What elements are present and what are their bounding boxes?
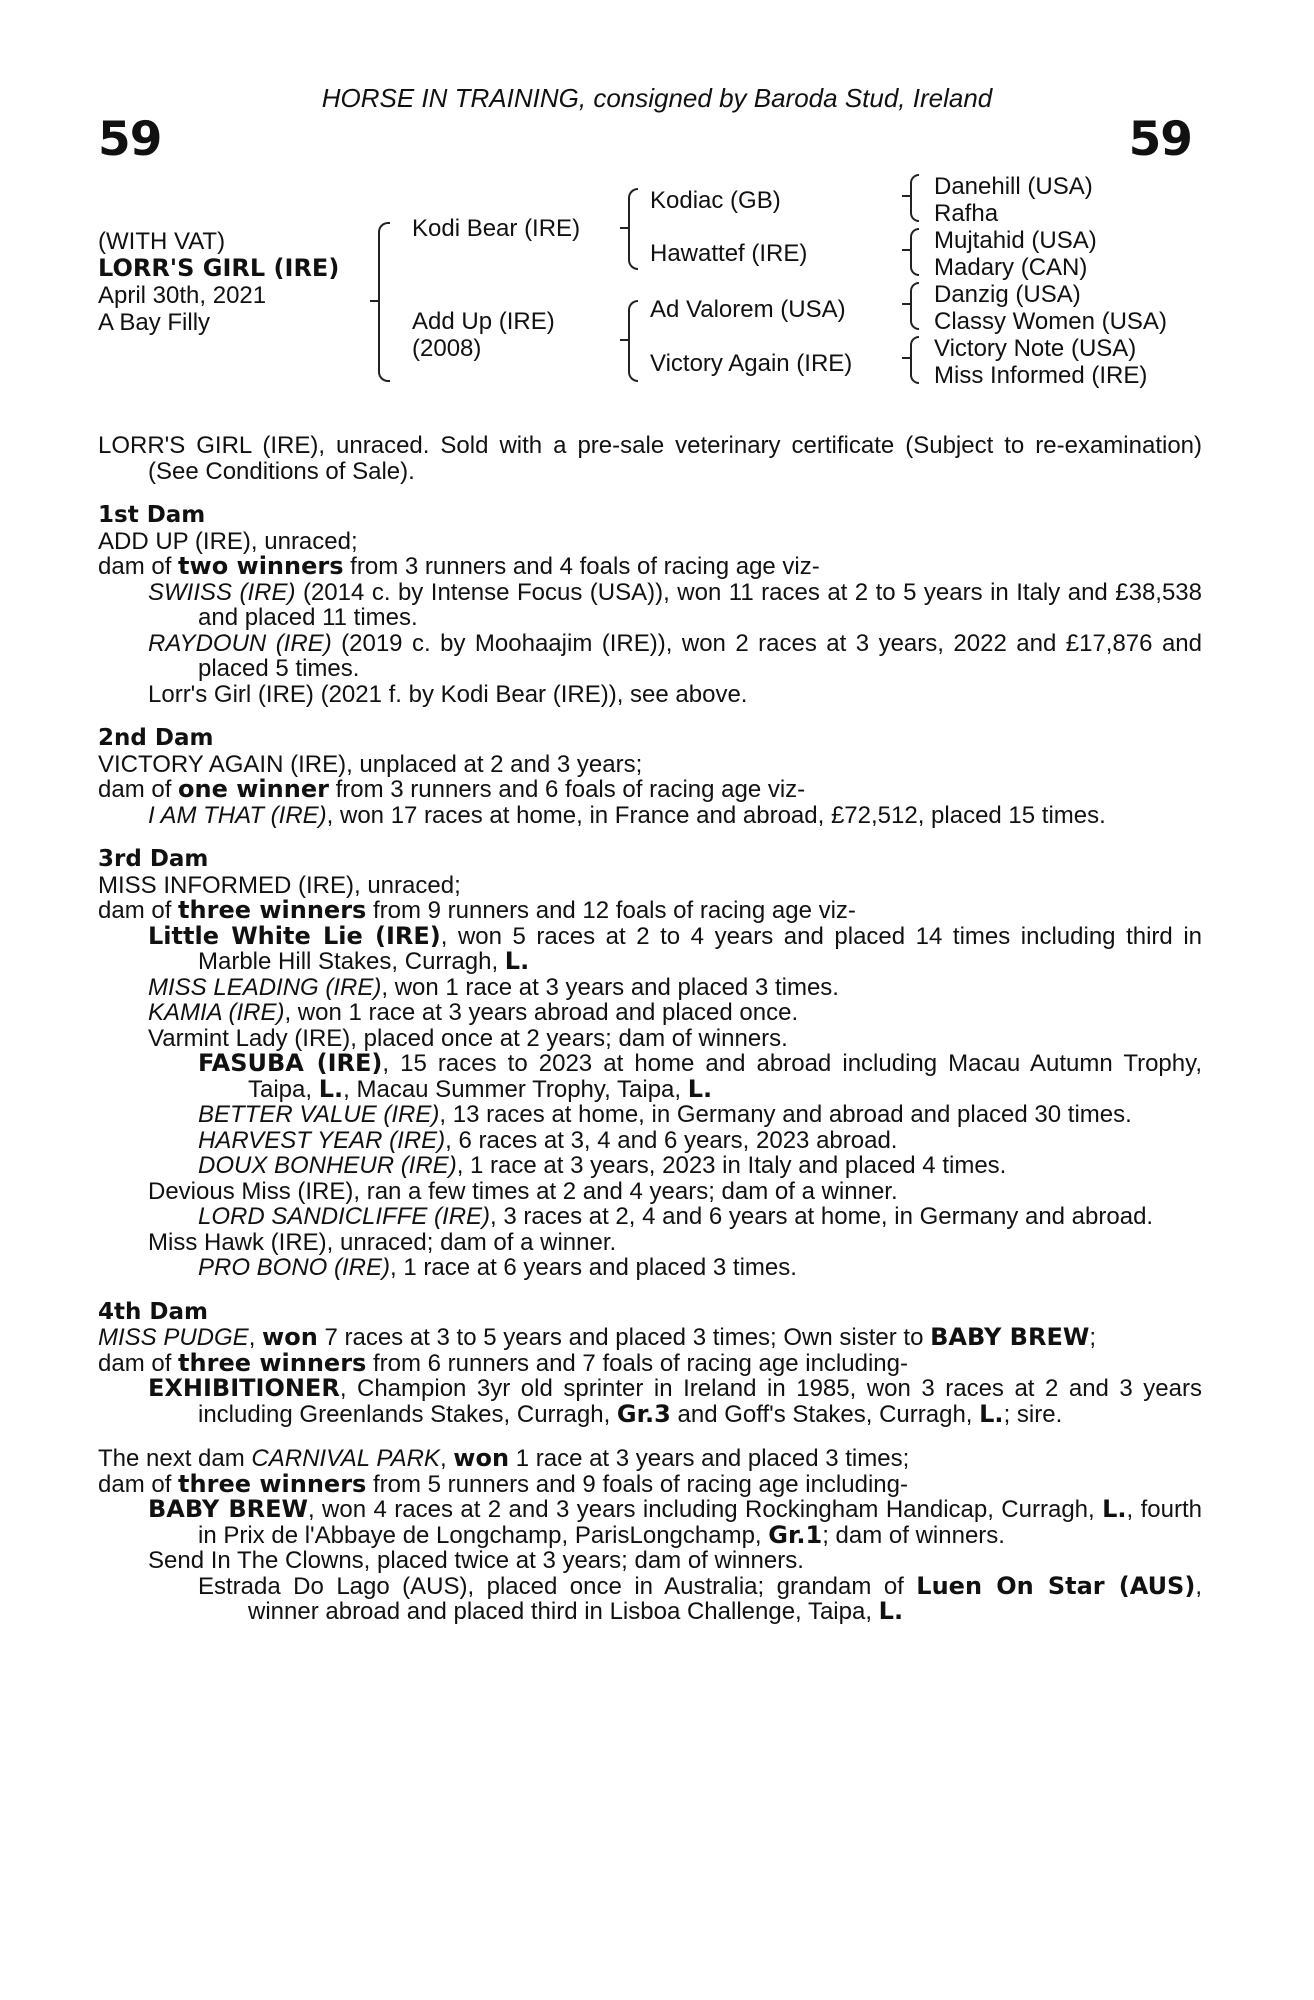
granddam-3: Classy Women (USA) — [934, 308, 1167, 335]
intro-text: LORR'S GIRL (IRE), unraced. Sold with a pre-sale veterinary certificate (Subject to re-examination) (See Conditions of Sale). — [98, 432, 1202, 485]
dam-dam: Victory Again (IRE) — [650, 350, 853, 377]
produce-entry: Miss Hawk (IRE), unraced; dam of a winner. — [148, 1228, 617, 1256]
grandproduce-entry: PRO BONO (IRE), 1 race at 6 years and placed 3 times. — [198, 1254, 797, 1281]
first-dam-heading: 1st Dam — [98, 502, 206, 528]
dam-year: (2008) — [412, 335, 482, 362]
g3-brace-4 — [910, 336, 919, 384]
next-dam-produce-summary: dam of three winners from 5 runners and 9 foals of racing age including- — [98, 1469, 908, 1498]
pedigree-brace-notch — [370, 300, 379, 302]
grandproduce-entry: FASUBA (IRE), 15 races to 2023 at home and abroad including Macau Autumn Trophy, Taipa, L., Macau Summer Trophy, Taipa, L. — [198, 1049, 1203, 1103]
produce-entry: SWIISS (IRE) (2014 c. by Intense Focus (USA)), won 11 races at 2 to 5 years in Italy and £38,538 and placed 11 times. — [148, 578, 1203, 631]
granddam-2: Madary (CAN) — [934, 254, 1088, 281]
first-dam-name-line: ADD UP (IRE), unraced; — [98, 527, 358, 555]
sire-dam: Hawattef (IRE) — [650, 240, 808, 267]
pedigree-brace — [378, 222, 390, 382]
produce-entry: Send In The Clowns, placed twice at 3 years; dam of winners. — [148, 1547, 804, 1574]
grandproduce-entry: Estrada Do Lago (AUS), placed once in Australia; grandam of Luen On Star (AUS), winner abroad and placed third in Lisboa Challenge, Taipa, L. — [198, 1571, 1202, 1625]
produce-entry: Devious Miss (IRE), ran a few times at 2 and 4 years; dam of a winner. — [148, 1177, 898, 1205]
dam-sire: Ad Valorem (USA) — [650, 296, 846, 323]
produce-entry: KAMIA (IRE), won 1 race at 3 years abroad and placed once. — [148, 999, 799, 1026]
second-dam-name-line: VICTORY AGAIN (IRE), unplaced at 2 and 3 years; — [98, 750, 643, 778]
g3-brace-2 — [910, 228, 919, 276]
vat-label: (WITH VAT) — [98, 228, 226, 255]
grandproduce-entry: DOUX BONHEUR (IRE), 1 race at 3 years, 2023 in Italy and placed 4 times. — [198, 1152, 1007, 1179]
third-dam-produce-summary: dam of three winners from 9 runners and 12 foals of racing age viz- — [98, 896, 856, 924]
sire-brace-notch — [620, 227, 629, 229]
grandsire-3: Danzig (USA) — [934, 281, 1081, 308]
produce-entry: EXHIBITIONER, Champion 3yr old sprinter in Ireland in 1985, won 3 races at 2 and 3 years including Greenlands Stakes, Curragh, Gr.3 and Goff's Stakes, Curragh, L.; sire. — [148, 1374, 1202, 1428]
catalogue-body — [98, 433, 1202, 1625]
lot-number-right: 59 — [1128, 112, 1192, 167]
grandproduce-entry: LORD SANDICLIFFE (IRE), 3 races at 2, 4 and 6 years at home, in Germany and abroad. — [198, 1203, 1154, 1230]
second-dam-heading: 2nd Dam — [98, 725, 214, 751]
lot-number-left: 59 — [98, 112, 162, 167]
sire-sire: Kodiac (GB) — [650, 187, 781, 214]
granddam-4: Miss Informed (IRE) — [934, 362, 1148, 389]
g3-brace-2-notch — [902, 249, 910, 251]
second-dam-section — [98, 726, 1202, 828]
horse-description: A Bay Filly — [98, 309, 211, 336]
third-dam-heading: 3rd Dam — [98, 846, 209, 872]
dam-brace — [628, 300, 638, 382]
first-dam-section — [98, 503, 1202, 707]
g3-brace-3-notch — [902, 303, 910, 305]
intro-section — [98, 433, 1202, 484]
produce-entry: MISS LEADING (IRE), won 1 race at 3 years and placed 3 times. — [148, 973, 839, 1001]
fourth-dam-produce-summary: dam of three winners from 6 runners and 7 foals of racing age including- — [98, 1348, 908, 1377]
fourth-dam-heading: 4th Dam — [98, 1298, 208, 1325]
g3-brace-1 — [910, 174, 919, 222]
sire-brace — [628, 188, 638, 270]
produce-entry: RAYDOUN (IRE) (2019 c. by Moohaajim (IRE)), won 2 races at 3 years, 2022 and £17,876 and placed 5 times. — [148, 629, 1203, 682]
third-dam-name-line: MISS INFORMED (IRE), unraced; — [98, 871, 461, 899]
fourth-dam-name-line: MISS PUDGE, won 7 races at 3 to 5 years and placed 3 times; Own sister to BABY BREW; — [98, 1323, 1096, 1351]
sire: Kodi Bear (IRE) — [412, 215, 581, 242]
grandproduce-entry: HARVEST YEAR (IRE), 6 races at 3, 4 and 6 years, 2023 abroad. — [198, 1126, 898, 1154]
third-dam-section — [98, 847, 1202, 1281]
next-dam-name-line: The next dam CARNIVAL PARK, won 1 race at 3 years and placed 3 times; — [98, 1444, 910, 1472]
dam: Add Up (IRE) — [412, 308, 555, 335]
produce-entry: Little White Lie (IRE), won 5 races at 2 to 4 years and placed 14 times including third in Marble Hill Stakes, Curragh, L. — [148, 921, 1202, 975]
next-dam-section — [98, 1446, 1202, 1625]
grandsire-2: Mujtahid (USA) — [934, 227, 1097, 254]
granddam-1: Rafha — [934, 200, 999, 227]
produce-entry: Varmint Lady (IRE), placed once at 2 years; dam of winners. — [148, 1024, 788, 1052]
produce-entry: I AM THAT (IRE), won 17 races at home, in France and abroad, £72,512, placed 15 times. — [148, 801, 1106, 829]
dam-brace-notch — [620, 339, 629, 341]
first-dam-produce-summary: dam of two winners from 3 runners and 4 foals of racing age viz- — [98, 552, 820, 580]
grandsire-1: Danehill (USA) — [934, 173, 1093, 200]
catalogue-header: HORSE IN TRAINING, consigned by Baroda Stud, Ireland — [321, 83, 993, 113]
g3-brace-1-notch — [902, 195, 910, 197]
g3-brace-3 — [910, 282, 919, 330]
grandproduce-entry: BETTER VALUE (IRE), 13 races at home, in Germany and abroad and placed 30 times. — [198, 1101, 1132, 1128]
horse-dob: April 30th, 2021 — [98, 282, 267, 309]
produce-entry: Lorr's Girl (IRE) (2021 f. by Kodi Bear (IRE)), see above. — [148, 680, 748, 708]
fourth-dam-section — [98, 1300, 1202, 1428]
produce-entry: BABY BREW, won 4 races at 2 and 3 years including Rockingham Handicap, Curragh, L., fourth in Prix de l'Abbaye de Longchamp, ParisLongchamp, Gr.1; dam of winners. — [148, 1495, 1202, 1549]
horse-name: LORR'S GIRL (IRE) — [98, 254, 340, 282]
grandsire-4: Victory Note (USA) — [934, 335, 1137, 362]
second-dam-produce-summary: dam of one winner from 3 runners and 6 foals of racing age viz- — [98, 775, 806, 803]
g3-brace-4-notch — [902, 357, 910, 359]
